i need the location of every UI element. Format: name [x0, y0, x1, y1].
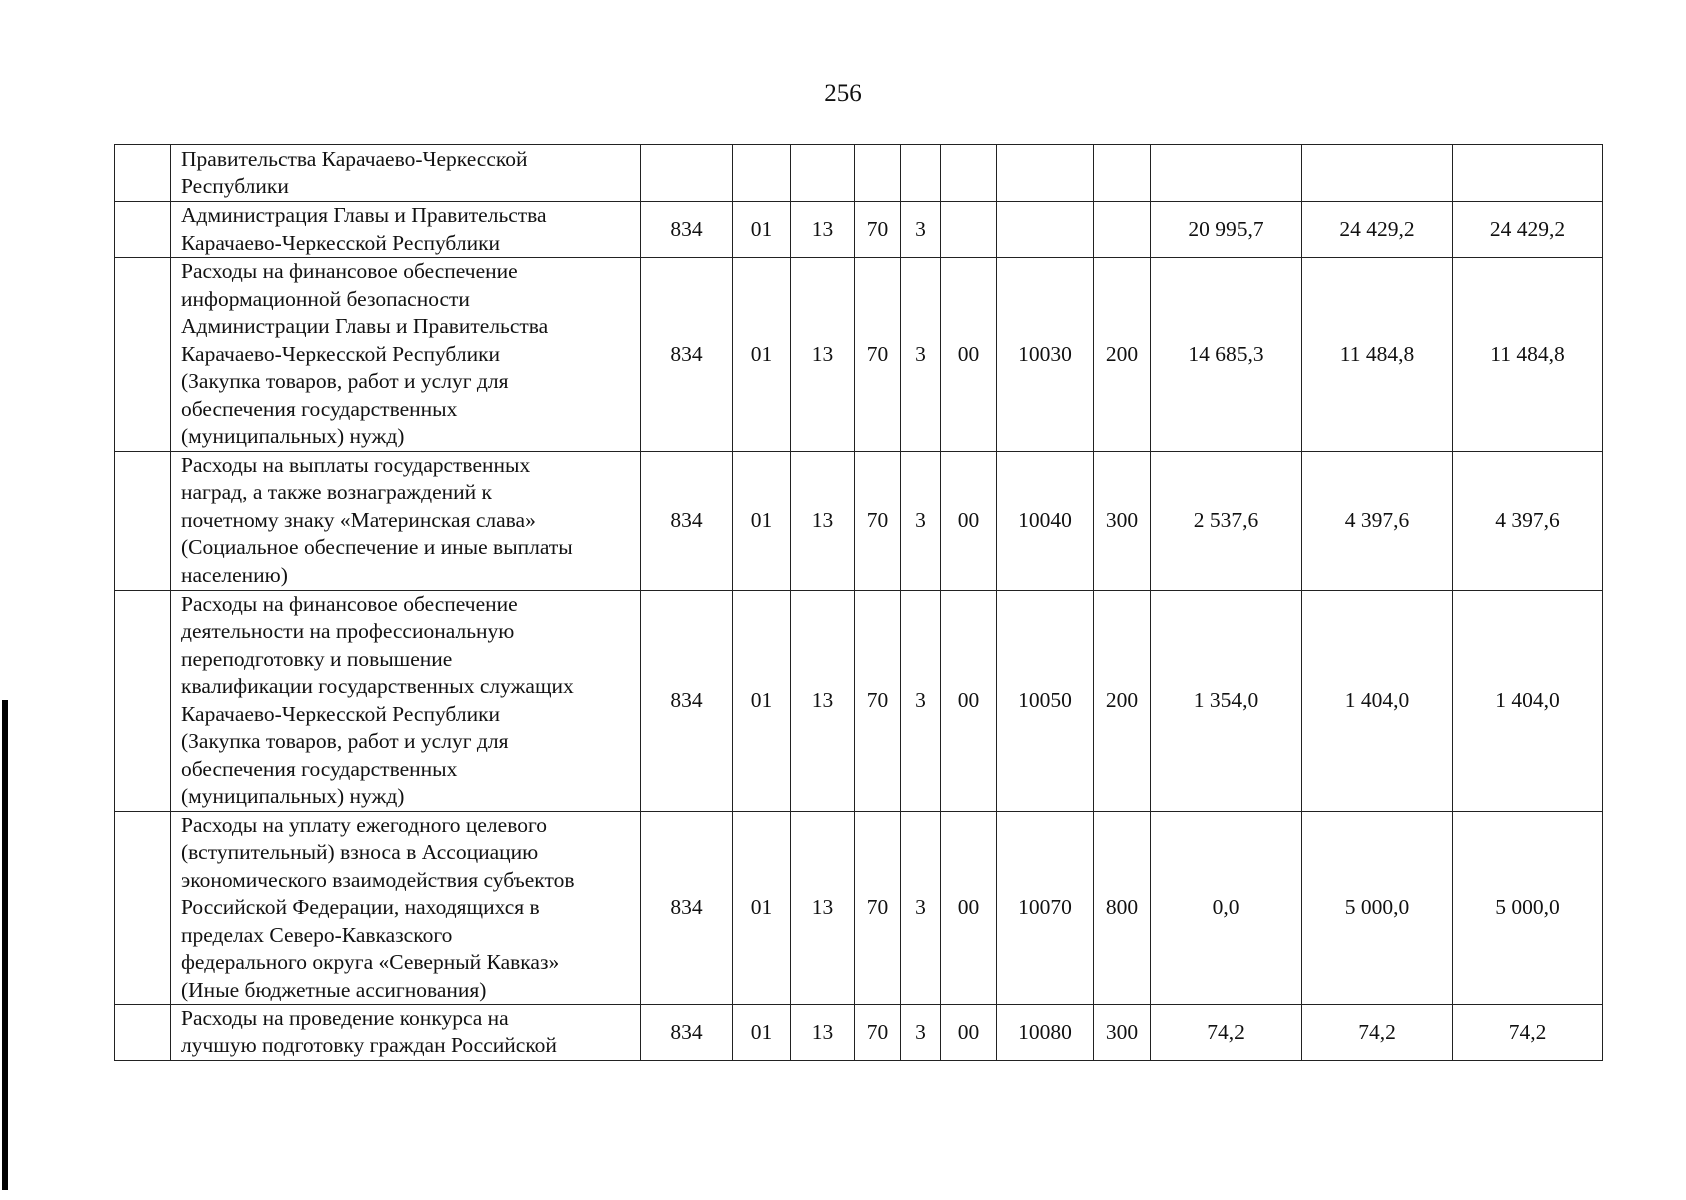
description-line: Карачаево-Черкесской Республики	[181, 701, 501, 726]
expense-type-cell: 800	[1094, 811, 1151, 1005]
row-number-cell	[115, 202, 171, 258]
description-cell	[171, 258, 641, 452]
description-line: деятельности на профессиональную	[181, 619, 515, 643]
description-line: обеспечения государственных	[181, 756, 458, 781]
scan-edge-mark	[2, 700, 8, 1190]
ved-code-cell: 834	[641, 590, 733, 811]
description-line: информационной безопасности	[181, 286, 470, 311]
target-article-part4-cell	[997, 202, 1094, 258]
description-line: (муниципальных) нужд)	[181, 784, 405, 808]
subsection-code-cell	[791, 145, 855, 202]
subsection-code-cell: 13	[791, 811, 855, 1005]
target-article-part3-cell: 00	[941, 258, 997, 452]
amount-year3-cell: 5 000,0	[1453, 811, 1603, 1005]
amount-year3-cell: 4 397,6	[1453, 451, 1603, 590]
description-line: Расходы на выплаты государственных	[181, 452, 531, 477]
amount-year3-cell: 74,2	[1453, 1005, 1603, 1061]
amount-year1-cell: 20 995,7	[1151, 202, 1302, 258]
amount-year2-cell	[1302, 145, 1453, 202]
description-line: Расходы на уплату ежегодного целевого	[181, 812, 547, 837]
target-article-part4-cell: 10080	[997, 1005, 1094, 1061]
ved-code-cell: 834	[641, 451, 733, 590]
target-article-part4-cell: 10030	[997, 258, 1094, 452]
description-cell	[171, 202, 641, 258]
amount-year1-cell	[1151, 145, 1302, 202]
page-number: 256	[824, 80, 862, 107]
amount-year3-cell: 24 429,2	[1453, 202, 1603, 258]
section-code-cell: 01	[733, 590, 791, 811]
amount-year1-cell: 74,2	[1151, 1005, 1302, 1061]
target-article-part3-cell: 00	[941, 451, 997, 590]
row-number-cell	[115, 590, 171, 811]
target-article-part2-cell: 3	[901, 811, 941, 1005]
target-article-part3-cell	[941, 145, 997, 202]
expense-type-cell: 200	[1094, 258, 1151, 452]
description-line: Расходы на проведение конкурса на	[181, 1006, 509, 1030]
description-line: экономического взаимодействия субъектов	[181, 867, 575, 892]
subsection-code-cell: 13	[791, 258, 855, 452]
target-article-part2-cell: 3	[901, 590, 941, 811]
amount-year1-cell: 1 354,0	[1151, 590, 1302, 811]
target-article-part1-cell: 70	[855, 811, 901, 1005]
budget-table	[114, 144, 1603, 1061]
target-article-part2-cell	[901, 145, 941, 202]
description-line: лучшую подготовку граждан Российской	[181, 1033, 557, 1057]
target-article-part1-cell	[855, 145, 901, 202]
description-line: Российской Федерации, находящихся в	[181, 895, 540, 919]
subsection-code-cell: 13	[791, 451, 855, 590]
amount-year2-cell: 24 429,2	[1302, 202, 1453, 258]
target-article-part4-cell	[997, 145, 1094, 202]
section-code-cell	[733, 145, 791, 202]
amount-year1-cell: 0,0	[1151, 811, 1302, 1005]
amount-year3-cell	[1453, 145, 1603, 202]
subsection-code-cell: 13	[791, 202, 855, 258]
description-line: пределах Северо-Кавказского	[181, 922, 453, 947]
target-article-part4-cell: 10050	[997, 590, 1094, 811]
expense-type-cell	[1094, 202, 1151, 258]
ved-code-cell: 834	[641, 258, 733, 452]
description-line: Администрация Главы и Правительства	[181, 203, 547, 227]
table-row	[115, 1005, 1603, 1061]
target-article-part3-cell: 00	[941, 590, 997, 811]
description-line: Республики	[181, 174, 289, 198]
ved-code-cell: 834	[641, 202, 733, 258]
target-article-part1-cell: 70	[855, 258, 901, 452]
expense-type-cell: 300	[1094, 451, 1151, 590]
description-line: квалификации государственных служащих	[181, 674, 574, 698]
description-cell	[171, 1005, 641, 1061]
row-number-cell	[115, 1005, 171, 1061]
target-article-part3-cell: 00	[941, 1005, 997, 1061]
description-cell	[171, 451, 641, 590]
amount-year2-cell: 1 404,0	[1302, 590, 1453, 811]
expense-type-cell: 300	[1094, 1005, 1151, 1061]
description-line: (Социальное обеспечение и иные выплаты	[181, 535, 573, 560]
description-line: Правительства Карачаево-Черкесской	[181, 146, 528, 171]
target-article-part3-cell: 00	[941, 811, 997, 1005]
table-row	[115, 145, 1603, 202]
description-line: Расходы на финансовое обеспечение	[181, 591, 518, 616]
ved-code-cell: 834	[641, 1005, 733, 1061]
table-row	[115, 202, 1603, 258]
amount-year2-cell: 11 484,8	[1302, 258, 1453, 452]
description-line: (Закупка товаров, работ и услуг для	[181, 729, 509, 753]
target-article-part2-cell: 3	[901, 258, 941, 452]
table-row	[115, 811, 1603, 1005]
amount-year2-cell: 5 000,0	[1302, 811, 1453, 1005]
description-line: наград, а также вознаграждений к	[181, 480, 492, 505]
target-article-part1-cell: 70	[855, 590, 901, 811]
expense-type-cell	[1094, 145, 1151, 202]
target-article-part3-cell	[941, 202, 997, 258]
subsection-code-cell: 13	[791, 1005, 855, 1061]
description-line: (муниципальных) нужд)	[181, 424, 405, 448]
section-code-cell: 01	[733, 1005, 791, 1061]
description-line: Расходы на финансовое обеспечение	[181, 259, 518, 283]
row-number-cell	[115, 451, 171, 590]
amount-year1-cell: 2 537,6	[1151, 451, 1302, 590]
description-line: Карачаево-Черкесской Республики	[181, 230, 501, 255]
description-line: федерального округа «Северный Кавказ»	[181, 950, 560, 974]
description-line: Администрации Главы и Правительства	[181, 314, 549, 338]
row-number-cell	[115, 811, 171, 1005]
description-cell	[171, 590, 641, 811]
target-article-part4-cell: 10040	[997, 451, 1094, 590]
amount-year3-cell: 1 404,0	[1453, 590, 1603, 811]
description-line: Карачаево-Черкесской Республики	[181, 341, 501, 366]
target-article-part1-cell: 70	[855, 202, 901, 258]
table-row	[115, 590, 1603, 811]
description-line: (Закупка товаров, работ и услуг для	[181, 369, 509, 393]
description-line: (вступительный) взноса в Ассоциацию	[181, 840, 539, 864]
table-row	[115, 451, 1603, 590]
table-row	[115, 258, 1603, 452]
target-article-part1-cell: 70	[855, 451, 901, 590]
description-line: населению)	[181, 562, 288, 587]
ved-code-cell	[641, 145, 733, 202]
description-cell	[171, 145, 641, 202]
amount-year1-cell: 14 685,3	[1151, 258, 1302, 452]
section-code-cell: 01	[733, 258, 791, 452]
subsection-code-cell: 13	[791, 590, 855, 811]
row-number-cell	[115, 258, 171, 452]
description-line: почетному знаку «Материнская слава»	[181, 507, 536, 532]
amount-year2-cell: 74,2	[1302, 1005, 1453, 1061]
amount-year3-cell: 11 484,8	[1453, 258, 1603, 452]
expense-type-cell: 200	[1094, 590, 1151, 811]
target-article-part2-cell: 3	[901, 1005, 941, 1061]
target-article-part4-cell: 10070	[997, 811, 1094, 1005]
description-line: обеспечения государственных	[181, 396, 458, 421]
description-cell	[171, 811, 641, 1005]
description-line: переподготовку и повышение	[181, 646, 453, 671]
target-article-part1-cell: 70	[855, 1005, 901, 1061]
target-article-part2-cell: 3	[901, 202, 941, 258]
description-line: (Иные бюджетные ассигнования)	[181, 977, 487, 1002]
target-article-part2-cell: 3	[901, 451, 941, 590]
section-code-cell: 01	[733, 811, 791, 1005]
row-number-cell	[115, 145, 171, 202]
section-code-cell: 01	[733, 451, 791, 590]
section-code-cell: 01	[733, 202, 791, 258]
ved-code-cell: 834	[641, 811, 733, 1005]
amount-year2-cell: 4 397,6	[1302, 451, 1453, 590]
